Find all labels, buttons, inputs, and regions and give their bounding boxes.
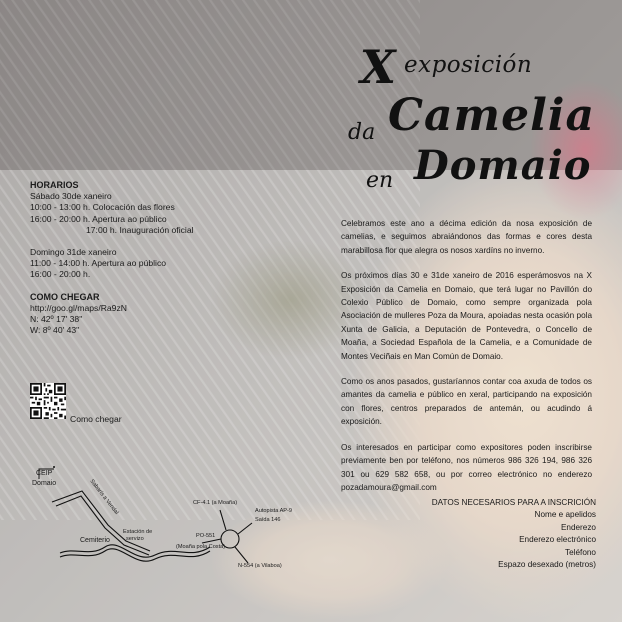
schedule-activity: Inauguración oficial [119,224,194,235]
map-label-estacion-2: servizo [126,536,144,542]
requirement-item: Nome e apelidos [534,510,596,520]
schedule-time: 10:00 - 13:00 h. [30,202,91,213]
requirement-item: Espazo desexado (metros) [498,560,596,570]
map-label-sabaris: Sabarís a Vendal [88,478,120,516]
map-label-ceip: CEIP [36,470,53,477]
body-paragraph-1: Celebramos este ano a décima edición da nosa exposición de camelias, e seguimos abraiándonos das formas e cores desta marabillosa flor que alegra os nosos xardíns no inverno. [341,219,592,255]
map-label-po551: PO-551 [196,533,216,539]
schedule-row [30,202,230,213]
horarios-heading: HORARIOS [30,180,79,190]
schedule-row [30,225,230,236]
schedule-row [30,258,230,269]
schedule-row [30,214,230,225]
body-paragraph-4: Os interesados en participar como expositores poden inscribirse previamente ben por teléfono, nos números 986 326 194, 986 326 301 ou 629 582 658, ou por correo electrónico no enderezo pozadamoura@gmail.com [341,442,592,492]
schedule-time: 16:00 - 20:00 h. [30,269,91,280]
schedule-activity: Apertura ao público [92,213,167,224]
como-chegar-heading: COMO CHEGAR [30,291,100,302]
requirement-item: Teléfono [565,547,596,557]
body-text [341,217,592,506]
map-label-n554: N-554 (a Vilaboa) [238,563,282,569]
registration-requirements [400,497,596,571]
map-road-ap9 [238,523,252,534]
map-road-main-2 [56,496,149,555]
map-ceip-dot [53,466,55,468]
map-road-po551 [202,539,221,543]
map-label-domaio: Domaio [32,480,57,487]
map-road-n554 [235,547,248,563]
requirement-item: Enderezo [560,522,596,532]
title-domaio: Domaio [414,142,592,189]
title-roman-numeral: X [355,40,401,94]
longitude: W: 8º 40' 43" [30,325,80,336]
latitude: N: 42º 17' 38" [30,314,83,325]
map-label-estacion-1: Estación de [123,529,153,535]
map-url[interactable]: http://goo.gl/maps/Ra9zN [30,302,127,313]
map-label-po551-b: (Moaña pola Costa) [176,544,226,550]
day1-label: Sábado 30de xaneiro [30,191,112,202]
title-camelia: Camelia [388,90,596,141]
map-label-cf: CF-4.1 (a Moaña) [193,500,238,506]
title-en: en [366,168,394,193]
qr-label: Como chegar [70,414,122,424]
qr-code-icon[interactable] [30,383,66,419]
schedule-section [30,180,230,336]
requirements-heading: DATOS NECESARIOS PARA A INSCRICIÓN [431,498,596,507]
requirement-item: Enderezo electrónico [519,535,596,545]
poster-title [330,38,620,198]
schedule-time: 11:00 - 14:00 h. [30,258,90,269]
day2-label: Domingo 31de xaneiro [30,247,117,258]
map-label-cemiterio: Cemiterio [80,537,110,544]
body-paragraph-3: Como os anos pasados, gustaríannos contar coa axuda de todos os amantes da camelia e público en xeral, participando na exposición con flores, centros preparados de antemán, ou acudindo á exposición. [341,377,592,427]
route-map [30,455,330,580]
map-label-saida: Saída 146 [255,517,281,523]
schedule-activity: Apertura ao público [91,258,167,269]
schedule-row [30,269,230,280]
schedule-activity: Colocación das flores [92,202,175,213]
body-paragraph-2: Os próximos días 30 e 31de xaneiro de 2016 esperámosvos na X Exposición da Camelia en Domaio, que terá lugar no Pavillón do Colexio Público de Domaio, como sempre organizada pola Asociación de mulleres Poza da Moura, apoiadas nesta ocasión pola Xunta de Galicia, a Deputación de Pontevedra, o Concello de Moaña, a Sociedad Española de la Camelia, e a Comunidade de Montes Veciñais en Man Común de Domaio. [341,271,592,361]
schedule-time: 17:00 h. [86,224,118,235]
map-label-autopista: Autopista AP-9 [255,508,293,514]
map-road-cf [220,510,226,530]
schedule-time: 16:00 - 20:00 h. [30,213,91,224]
title-da: da [348,120,376,145]
title-exposicion: exposición [404,52,533,78]
